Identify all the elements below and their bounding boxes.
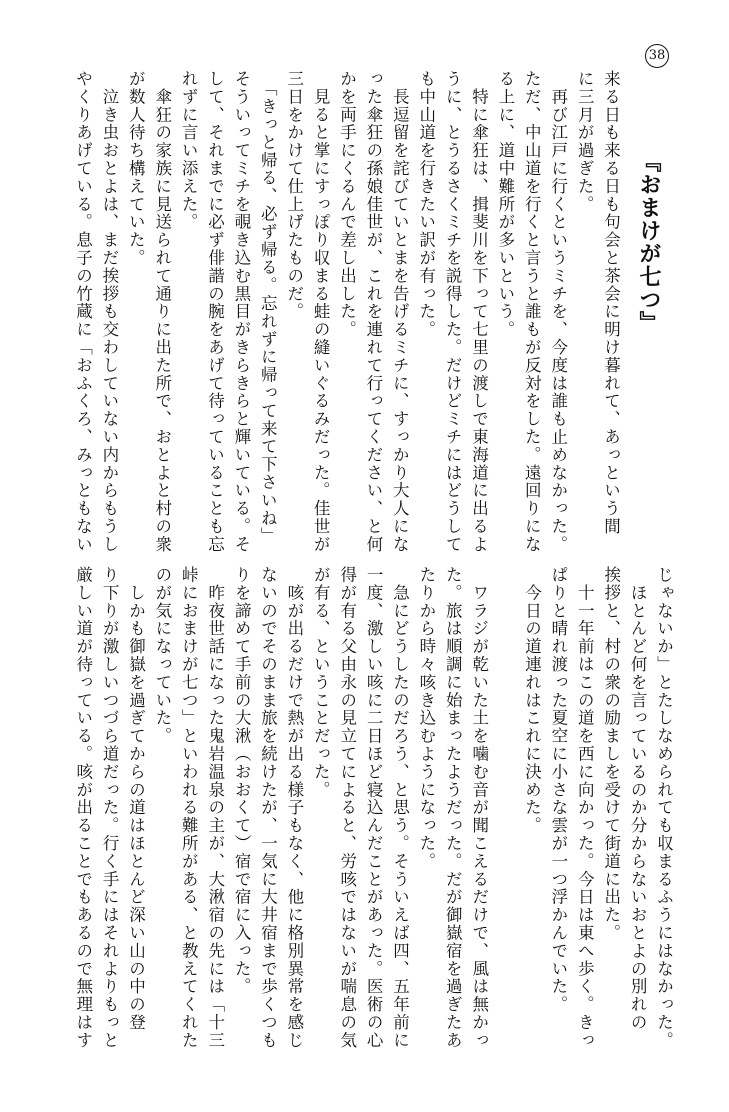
- chapter-title: 『おまけが七つ』: [636, 150, 661, 334]
- text-column: る上に、道中難所が多いという。: [495, 70, 515, 339]
- text-column: った傘狂の孫娘佳世が、これを連れて行ってください、と何: [363, 70, 383, 554]
- text-column: も中山道を行きたい訳が有った。: [416, 70, 436, 339]
- text-column: 長逗留を詫びていとまを告げるミチに、すっかり大人にな: [390, 70, 410, 554]
- text-column: じゃないか」とたしなめられても収まるふうにはなかった。: [654, 566, 674, 1050]
- text-column: 再び江戸に行くというミチを、今度は誰も止めなかった。: [548, 70, 568, 554]
- text-column: のが気になっていた。: [152, 566, 172, 745]
- text-column: ほとんど何を言っているのか分からないおとよの別れの: [628, 566, 648, 1032]
- text-column: りを諦めて手前の大湫（おおくて）宿で宿に入った。: [232, 566, 252, 996]
- text-column: 十一年前はこの道を西に向かった。今日は東へ歩く。きっ: [575, 566, 595, 1050]
- text-column: 昨夜世話になった鬼岩温泉の主が、大湫宿の先には「十三: [205, 566, 225, 1050]
- text-column: た。旅は順調に始まったようだった。だが御嶽宿を過ぎたあ: [443, 566, 463, 1050]
- text-column: が数人待ち構えていた。: [126, 70, 146, 267]
- text-column: 泣き虫おとよは、まだ挨拶も交わしていない内からもうし: [99, 70, 119, 554]
- text-column: 傘狂の家族に見送られて通りに出た所で、おとよと村の衆: [152, 70, 172, 554]
- text-column: そういってミチを覗き込む黒目がきらきらと輝いている。そ: [231, 70, 251, 554]
- text-column: して、それまでに必ず俳諧の腕をあげて待っていることも忘: [205, 70, 225, 554]
- text-column: れずに言い添えた。: [179, 70, 199, 232]
- text-column: ただ、中山道を行くと言うと誰もが反対をした。遠回りにな: [522, 70, 542, 554]
- text-column: 得が有る父由永の見立てによると、労咳ではないが喘息の気: [337, 566, 357, 1050]
- text-column: に三月が過ぎた。: [575, 70, 595, 214]
- text-column: しかも御嶽を過ぎてからの道はほとんど深い山の中の登: [126, 566, 146, 1032]
- text-column: 峠におまけが七つ」といわれる難所がある、と教えてくれた: [179, 566, 199, 1050]
- text-column: 一度、激しい咳に二日ほど寝込んだことがあった。医術の心: [364, 566, 384, 1050]
- text-column: 「きっと帰る、必ず帰る。忘れずに帰って来て下さいね」: [258, 70, 278, 546]
- text-column: ないのでそのまま旅を続けたが、一気に大井宿まで歩くつも: [258, 566, 278, 1050]
- text-column: ぱりと晴れ渡った夏空に小さな雲が一つ浮かんでいた。: [548, 566, 568, 1014]
- text-column: やくりあげている。息子の竹蔵に「おふくろ、みっともない: [73, 70, 93, 554]
- text-column: 挨拶と、村の衆の励ましを受けて街道に出た。: [601, 566, 621, 942]
- text-column: 咳が出るだけで熱が出る様子もなく、他に格別異常を感じ: [284, 566, 304, 1050]
- text-column: うに、とうるさくミチを説得した。だけどミチにはどうして: [443, 70, 463, 554]
- text-column: 三日をかけて仕上げたものだ。: [284, 70, 304, 321]
- text-column: たりから時々咳き込むようになった。: [416, 566, 436, 871]
- text-column: 見ると掌にすっぽり収まる蛙の縫いぐるみだった。佳世が: [311, 70, 331, 554]
- text-column: り下りが激しいつづら道だった。行く手にはそれよりもっと: [100, 566, 120, 1050]
- text-column: 特に傘狂は、揖斐川を下って七里の渡しで東海道に出るよ: [469, 70, 489, 554]
- text-column: かを両手にくるんで差し出した。: [337, 70, 357, 339]
- text-column: 急にどうしたのだろう、と思う。そういえば四、五年前に: [390, 566, 410, 1050]
- chapter-number-badge: 38: [645, 44, 669, 68]
- text-column: が有る、ということだった。: [311, 566, 331, 799]
- text-column: 厳しい道が待っている。咳が出ることでもあるので無理はす: [73, 566, 93, 1050]
- text-column: ワラジが乾いた土を噛む音が聞こえるだけで、風は無かっ: [469, 566, 489, 1050]
- text-column: 今日の道連れはこれに決めた。: [522, 566, 542, 835]
- text-column: 来る日も来る日も句会と茶会に明け暮れて、あっという間: [601, 70, 621, 536]
